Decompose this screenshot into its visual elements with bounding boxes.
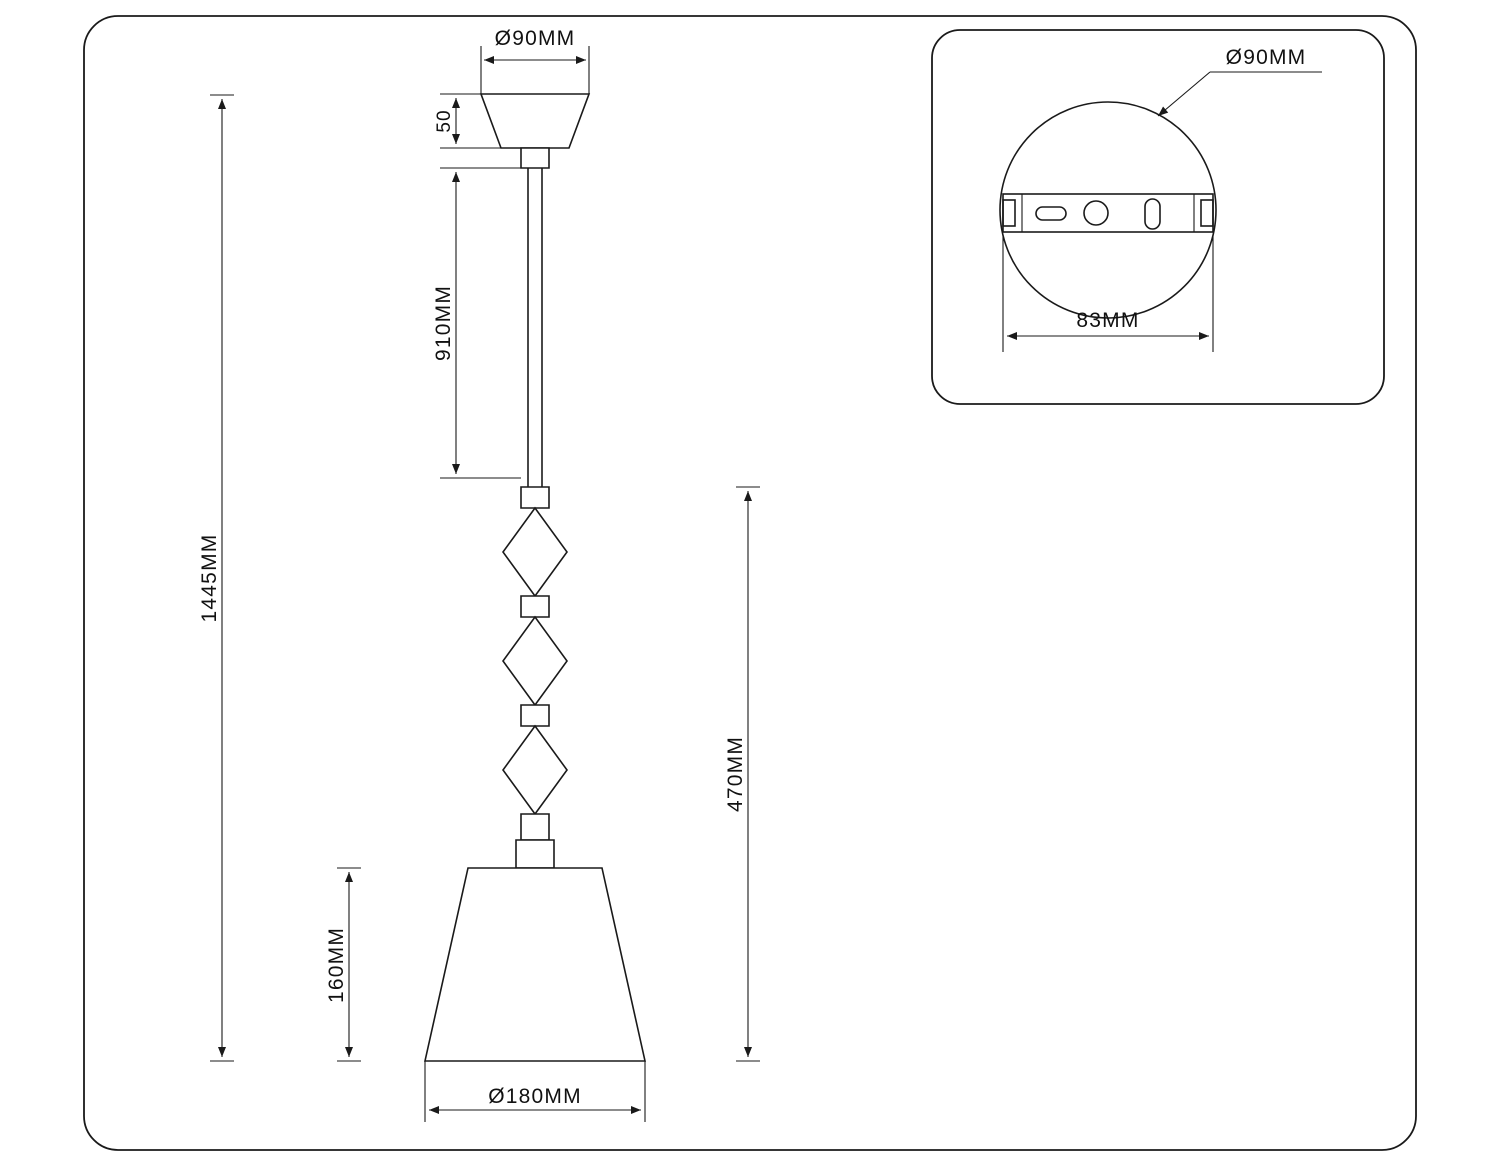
canopy-neck [521, 148, 549, 168]
outer-frame [84, 16, 1416, 1150]
label-shade-height: 160MM [325, 926, 348, 1004]
bead-collar-1 [521, 487, 549, 508]
label-canopy-diameter: Ø90MM [494, 27, 576, 50]
lamp-elevation [425, 94, 645, 1061]
slot-hole-right [1145, 199, 1160, 229]
bead-collar-2 [521, 596, 549, 617]
bead-collar-3 [521, 705, 549, 726]
canopy-plate-detail [1000, 72, 1322, 352]
bead-collar-4 [521, 814, 549, 840]
label-canopy-height: 50 [434, 109, 455, 133]
label-total-height: 1445MM [198, 533, 221, 623]
bead-diamond-1 [503, 508, 567, 596]
label-shade-diameter: Ø180MM [488, 1085, 582, 1108]
socket-block [516, 840, 554, 868]
slot-hole-left [1036, 207, 1066, 220]
label-detail-width: 83MM [1076, 309, 1140, 332]
dim-total-height [210, 95, 460, 1061]
label-body-height: 470MM [724, 735, 747, 813]
center-hole [1084, 201, 1108, 225]
detail-diameter-leader [1158, 72, 1210, 116]
bead-diamond-3 [503, 726, 567, 814]
dim-canopy-diameter [481, 46, 589, 94]
bead-diamond-2 [503, 617, 567, 705]
label-cord-length: 910MM [432, 284, 455, 362]
label-detail-diameter: Ø90MM [1225, 46, 1307, 69]
canopy-cone [481, 94, 589, 148]
lamp-shade [425, 868, 645, 1061]
